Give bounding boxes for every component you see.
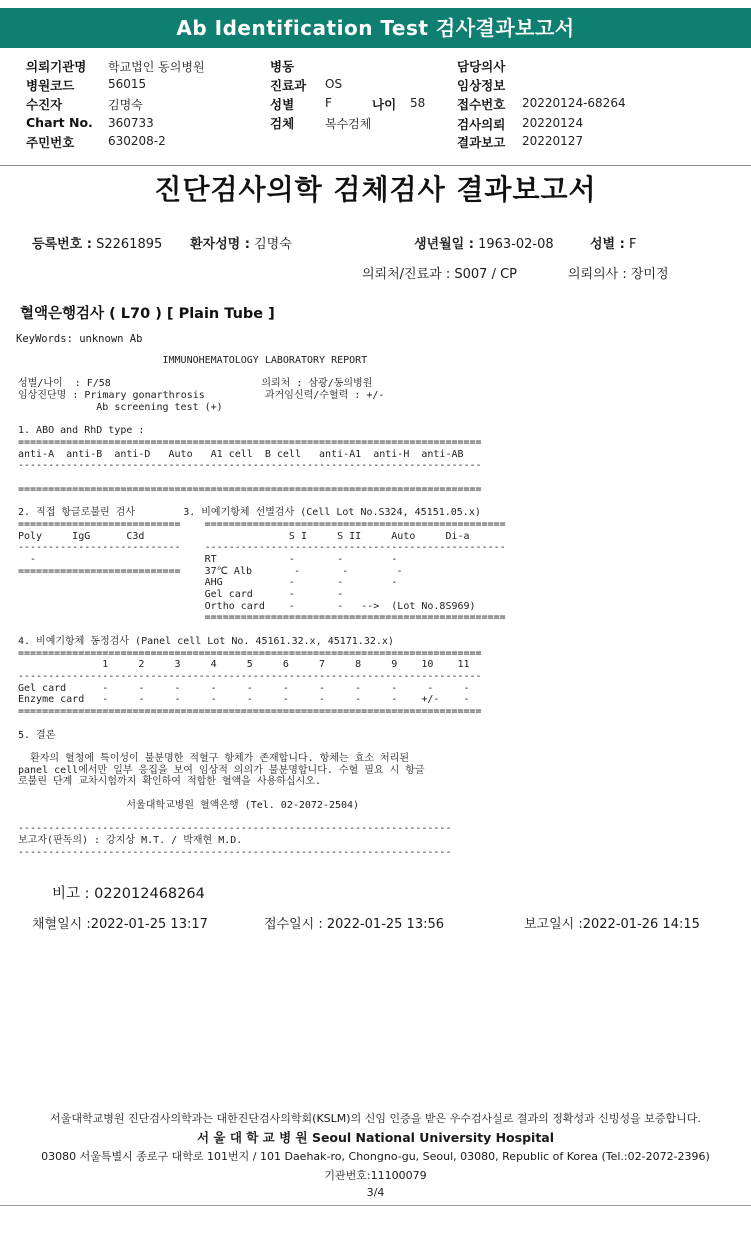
report-date-value: 20220127	[522, 134, 584, 148]
registration-number	[32, 233, 162, 252]
certification-text: 서울대학교병원 진단검사의학과는 대한진단검사의학회(KSLM)의 신임 인증을 받은 우수검사실로 결과의 정확성과 신빙성을 보증합니다.	[50, 1112, 701, 1125]
ward-label: 병동	[270, 59, 295, 74]
patient-label: 수진자	[26, 97, 63, 112]
doctor-label: 담당의사	[457, 59, 506, 74]
hospital-name: 서 울 대 학 교 병 원 Seoul National University Hospital	[196, 1130, 555, 1145]
sex-label: 성별	[270, 97, 295, 112]
patient-name-label: 환자성명 :	[190, 237, 250, 252]
rrn-label: 주민번호	[26, 135, 75, 150]
request-date-label: 검사의뢰	[457, 117, 506, 132]
collection-datetime: 채혈일시 :2022-01-25 13:17	[32, 917, 208, 932]
remark-line	[52, 882, 205, 903]
bottom-divider	[0, 1205, 751, 1206]
dept-value: OS	[325, 77, 343, 91]
requesting-doctor-line: 의뢰의사 : 장미정	[568, 267, 669, 282]
rrn-value: 630208-2	[108, 134, 166, 148]
divider	[0, 165, 751, 166]
page-number: 3/4	[366, 1186, 385, 1199]
patient-name-value: 김명숙	[254, 237, 292, 252]
patient-value: 김명숙	[108, 98, 143, 112]
institution-number: 기관번호:11100079	[324, 1169, 427, 1182]
report-header-title: Ab Identification Test 검사결과보고서	[0, 8, 751, 48]
patient-sex-value: F	[628, 237, 637, 252]
request-date-value: 20220124	[522, 116, 584, 130]
birth-date	[414, 233, 554, 252]
age-value: 58	[410, 96, 426, 110]
report-date-label: 결과보고	[457, 135, 506, 150]
hospital-value: 학교법인 동의병원	[108, 60, 205, 74]
department-line: 의뢰처/진료과 : S007 / CP	[362, 267, 517, 282]
clinical-info-label: 임상정보	[457, 78, 506, 93]
receipt-no-label: 접수번호	[457, 97, 506, 112]
patient-meta-block	[0, 52, 751, 166]
keywords-line: KeyWords: unknown Ab	[16, 333, 143, 345]
report-main-title: 진단검사의학 검체검사 결과보고서	[154, 173, 597, 206]
birth-date-value: 1963-02-08	[478, 237, 554, 252]
hospital-code-label: 병원코드	[26, 78, 75, 93]
registration-value: S2261895	[96, 237, 163, 252]
patient-sex-label: 성별 :	[590, 237, 625, 252]
registration-label: 등록번호 :	[32, 237, 92, 252]
hospital-address: 03080 서울특별시 종로구 대학로 101번지 / 101 Daehak-ro, Chongno-gu, Seoul, 03080, Republic of Korea (Tel.:02-2072-2396)	[41, 1150, 710, 1163]
remark-value: 022012468264	[94, 886, 205, 902]
specimen-label: 검체	[270, 116, 295, 131]
lab-report-body: IMMUNOHEMATOLOGY LABORATORY REPORT 성별/나이 : F/58 의뢰처 : 삼광/동의병원 임상진단명 : Primary gonarthrosis 과거임신력/수혈력 : +/- Ab screening test (+) 1. ABO and RhD type : ============================================================================= anti-A anti-B anti-D Auto A1 cell B cell anti-A1 anti-H anti-AB ----------------------------------------------------------------------------- ============================================================================= 2. 직접 항글로불린 검사 3. 비예기항체 선별검사 (Cell Lot No.S324, 45151.05.x) =========================== ================================================== Poly IgG C3d S I S II Auto Di-a --------------------------- -------------------------------------------------- - RT - - - =========================== 37℃ Alb - - - AHG - - - Gel card - - Ortho card - - --> (Lot No.8S969) ================================================== 4. 비예기항체 동정검사 (Panel cell Lot No. 45161.32.x, 45171.32.x) ============================================================================= 1 2 3 4 5 6 7 8 9 10 11 ----------------------------------------------------------------------------- Gel card - - - - - - - - - - - Enzyme card - - - - - - - - - +/- - ============================================================================= 5. 결론 환자의 혈청에 특이성이 불분명한 적혈구 항체가 존재합니다. 항체는 효소 처리된 panel cell에서만 일부 응집을 보여 임상적 의의가 불분명합니다. 수혈 필요 시 항글 로불린 단계 교차시험까지 확인하여 적합한 혈액을 사용하십시오. 서울대학교병원 혈액은행 (Tel. 02-2072-2504) ------------------------------------------------------------------------ 보고자(판독의) : 강지상 M.T. / 박재현 M.D. ------------------------------------------------------------------------	[18, 355, 506, 858]
patient-name	[190, 233, 292, 252]
hospital-label: 의뢰기관명	[26, 59, 87, 74]
receipt-datetime: 접수일시 : 2022-01-25 13:56	[264, 917, 445, 932]
birth-date-label: 생년월일 :	[414, 237, 474, 252]
chart-no-label: Chart No.	[26, 115, 93, 130]
dept-label: 진료과	[270, 78, 307, 93]
hospital-code-value: 56015	[108, 77, 147, 91]
receipt-no-value: 20220124-68264	[522, 96, 626, 110]
chart-no-value: 360733	[108, 116, 154, 130]
section-title: 혈액은행검사 ( L70 ) [ Plain Tube ]	[20, 306, 275, 322]
report-datetime: 보고일시 :2022-01-26 14:15	[524, 917, 700, 932]
remark-label: 비고 :	[52, 886, 90, 902]
specimen-value: 복수검체	[325, 117, 372, 131]
patient-sex	[590, 233, 636, 252]
sex-value: F	[325, 96, 332, 110]
age-label: 나이	[372, 97, 397, 112]
